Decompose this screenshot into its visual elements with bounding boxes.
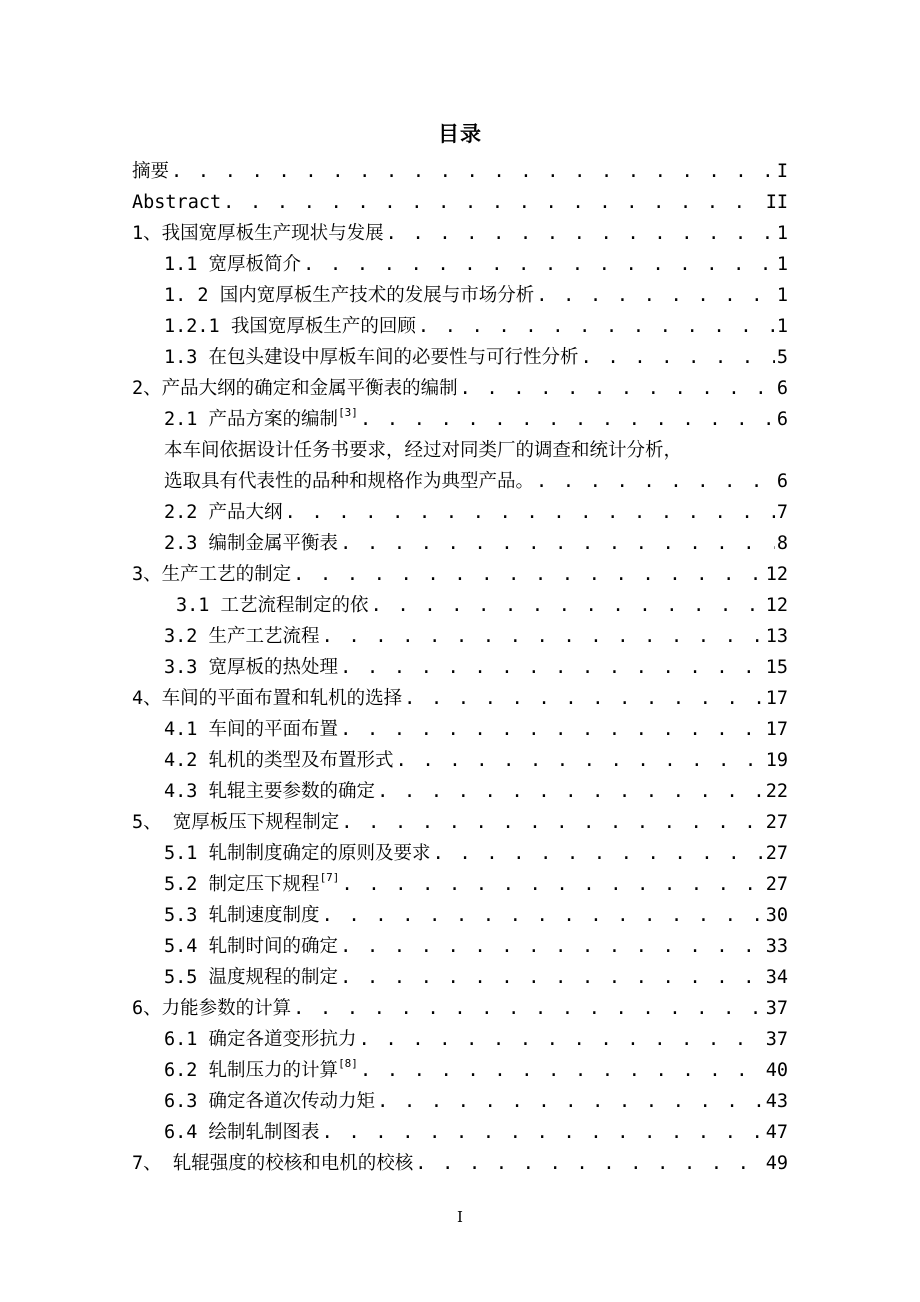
toc-entry-label bbox=[164, 714, 338, 745]
toc-entry-label-text: 1. 2 国内宽厚板生产技术的发展与市场分析 bbox=[164, 285, 535, 306]
toc-entry-label-text: 6.2 轧制压力的计算 bbox=[164, 1060, 339, 1081]
toc-entry-label bbox=[132, 187, 221, 218]
toc-entry-page: 27 bbox=[765, 812, 788, 833]
toc-entry-label bbox=[164, 435, 682, 466]
toc-entry[interactable] bbox=[132, 559, 788, 590]
toc-entry[interactable] bbox=[132, 1086, 788, 1117]
toc-leader-dots bbox=[322, 621, 764, 652]
toc-entry-label-text: 1.1 宽厚板简介 bbox=[164, 254, 302, 275]
toc-entry-page: 17 bbox=[765, 719, 788, 740]
citation-marker: [3] bbox=[338, 406, 358, 419]
toc-entry[interactable] bbox=[132, 342, 788, 373]
toc-entry-page: 43 bbox=[765, 1091, 788, 1112]
toc-entry[interactable] bbox=[132, 187, 788, 218]
toc-entry-page: 30 bbox=[765, 905, 788, 926]
toc-entry-page: 6 bbox=[776, 471, 788, 492]
toc-entry[interactable] bbox=[132, 714, 788, 745]
toc-entry[interactable] bbox=[132, 590, 788, 621]
toc-entry-page: 37 bbox=[765, 998, 788, 1019]
toc-leader-dots bbox=[360, 404, 775, 435]
toc-entry[interactable] bbox=[132, 621, 788, 652]
toc-entry[interactable] bbox=[132, 931, 788, 962]
toc-entry-label bbox=[164, 838, 431, 869]
toc-entry[interactable] bbox=[132, 497, 788, 528]
toc-entry-label bbox=[164, 1024, 357, 1055]
toc-entry-label bbox=[164, 1055, 358, 1086]
toc-entry[interactable] bbox=[132, 776, 788, 807]
toc-entry-label-text: 5.2 制定压下规程 bbox=[164, 874, 320, 895]
toc-entry[interactable] bbox=[132, 435, 788, 466]
toc-leader-dots bbox=[418, 311, 775, 342]
toc-leader-dots bbox=[322, 1117, 764, 1148]
toc-leader-dots bbox=[223, 187, 764, 218]
toc-leader-dots bbox=[386, 218, 775, 249]
toc-entry-page: 6 bbox=[776, 378, 788, 399]
toc-leader-dots bbox=[359, 1024, 764, 1055]
toc-entry[interactable] bbox=[132, 1055, 788, 1086]
toc-leader-dots bbox=[377, 1086, 764, 1117]
toc-entry-page: 12 bbox=[765, 595, 788, 616]
toc-entry[interactable] bbox=[132, 528, 788, 559]
toc-entry-label-text: 1、我国宽厚板生产现状与发展 bbox=[132, 223, 384, 244]
toc-entry-page: 19 bbox=[765, 750, 788, 771]
toc-leader-dots bbox=[341, 807, 763, 838]
toc-leader-dots bbox=[360, 1055, 764, 1086]
toc-entry-label bbox=[164, 776, 375, 807]
toc-entry-page: 12 bbox=[765, 564, 788, 585]
toc-entry-label-text: 2.3 编制金属平衡表 bbox=[164, 533, 339, 554]
toc-entry-label-text: 摘要 bbox=[132, 161, 170, 182]
toc-entry-label-text: 3、生产工艺的制定 bbox=[132, 564, 292, 585]
toc-entry-label bbox=[176, 590, 369, 621]
toc-entry[interactable] bbox=[132, 652, 788, 683]
toc-entry-label-text: 6.1 确定各道变形抗力 bbox=[164, 1029, 357, 1050]
toc-entry-label bbox=[164, 652, 338, 683]
citation-marker: [8] bbox=[338, 1057, 358, 1070]
toc-entry-page: 13 bbox=[765, 626, 788, 647]
toc-entry-label bbox=[164, 869, 339, 900]
toc-entry[interactable] bbox=[132, 373, 788, 404]
toc-entry-page: 5 bbox=[776, 347, 788, 368]
toc-entry-label bbox=[132, 683, 402, 714]
toc-entry-page: I bbox=[776, 161, 788, 182]
toc-entry-label bbox=[132, 156, 169, 187]
citation-marker: [7] bbox=[319, 871, 340, 884]
toc-entry-label-text: 5.4 轧制时间的确定 bbox=[164, 936, 339, 957]
toc-entry-label-text: 6.4 绘制轧制图表 bbox=[164, 1122, 320, 1143]
toc-leader-dots bbox=[536, 466, 775, 497]
toc-entry-page: 37 bbox=[765, 1029, 788, 1050]
toc-entry[interactable] bbox=[132, 218, 788, 249]
toc-entry[interactable] bbox=[132, 466, 788, 497]
toc-leader-dots bbox=[285, 497, 775, 528]
toc-entry-label-text: 4.3 轧辊主要参数的确定 bbox=[164, 781, 376, 802]
toc-entry-label-text: 本车间依据设计任务书要求，经过对同类厂的调查和统计分析， bbox=[164, 440, 683, 461]
toc-entry-label-text: 4、车间的平面布置和轧机的选择 bbox=[132, 688, 403, 709]
toc-entry-label bbox=[164, 249, 301, 280]
toc-entry-label-text: 6.3 确定各道次传动力矩 bbox=[164, 1091, 376, 1112]
toc-entry-label bbox=[164, 1117, 320, 1148]
toc-entry-page: 6 bbox=[776, 409, 788, 430]
toc-entry-page: 1 bbox=[776, 285, 788, 306]
toc-entry-page: 27 bbox=[765, 874, 788, 895]
toc-leader-dots bbox=[460, 373, 775, 404]
toc-leader-dots bbox=[371, 590, 764, 621]
toc-entry-label-text: 2、产品大纲的确定和金属平衡表的编制 bbox=[132, 378, 458, 399]
toc-entry-page: 33 bbox=[765, 936, 788, 957]
toc-entry-label-text: 1.3 在包头建设中厚板车间的必要性与可行性分析 bbox=[164, 347, 579, 368]
toc-leader-dots bbox=[340, 931, 764, 962]
toc-leader-dots bbox=[341, 869, 763, 900]
toc-entry-page: 27 bbox=[765, 843, 788, 864]
toc-entry[interactable] bbox=[132, 1024, 788, 1055]
toc-entry-page: 1 bbox=[776, 223, 788, 244]
toc-entry-label-text: Abstract bbox=[132, 192, 222, 213]
toc-entry-page: 47 bbox=[765, 1122, 788, 1143]
toc-leader-dots bbox=[340, 528, 775, 559]
toc-leader-dots bbox=[171, 156, 775, 187]
toc-leader-dots bbox=[377, 776, 764, 807]
toc-entry-label bbox=[164, 931, 338, 962]
toc-entry-page: 34 bbox=[765, 967, 788, 988]
toc-leader-dots bbox=[293, 559, 764, 590]
toc-entry-label bbox=[164, 962, 338, 993]
toc-leader-dots bbox=[340, 714, 764, 745]
toc-entry-label bbox=[164, 528, 338, 559]
toc-entry-page: 49 bbox=[765, 1153, 788, 1174]
toc-entry[interactable] bbox=[132, 1117, 788, 1148]
toc-entry-label bbox=[164, 404, 358, 435]
toc-entry[interactable] bbox=[132, 280, 788, 311]
toc-entry-label bbox=[164, 466, 534, 497]
toc-leader-dots bbox=[340, 962, 764, 993]
toc-entry-label bbox=[164, 1086, 375, 1117]
toc-entry-label bbox=[132, 373, 458, 404]
toc-entry-label-text: 5.3 轧制速度制度 bbox=[164, 905, 320, 926]
toc-entry[interactable] bbox=[132, 807, 788, 838]
toc-entry[interactable] bbox=[132, 869, 788, 900]
toc-entry-page: 1 bbox=[776, 316, 788, 337]
toc-entry-label-text: 7、 轧辊强度的校核和电机的校核 bbox=[132, 1153, 414, 1174]
toc-entry[interactable] bbox=[132, 838, 788, 869]
toc-entry[interactable] bbox=[132, 900, 788, 931]
toc-entry-label-text: 4.1 车间的平面布置 bbox=[164, 719, 339, 740]
toc-entry-label-text: 4.2 轧机的类型及布置形式 bbox=[164, 750, 394, 771]
toc-entry[interactable] bbox=[132, 249, 788, 280]
toc-entry-label bbox=[132, 993, 291, 1024]
toc-entry-label bbox=[164, 280, 534, 311]
toc-leader-dots bbox=[581, 342, 775, 373]
toc-entry[interactable] bbox=[132, 993, 788, 1024]
toc-entry-label-text: 选取具有代表性的品种和规格作为典型产品。 bbox=[164, 471, 535, 492]
toc-entry-page: 40 bbox=[765, 1060, 788, 1081]
toc-entry-page: 22 bbox=[765, 781, 788, 802]
toc-entry-label-text: 1.2.1 我国宽厚板生产的回顾 bbox=[164, 316, 416, 337]
toc-entry[interactable] bbox=[132, 962, 788, 993]
toc-entry[interactable] bbox=[132, 404, 788, 435]
toc-entry-page: 15 bbox=[765, 657, 788, 678]
toc-entry-label-text: 3.3 宽厚板的热处理 bbox=[164, 657, 339, 678]
toc-entry-page: 17 bbox=[765, 688, 788, 709]
toc-entry-label-text: 5.5 温度规程的制定 bbox=[164, 967, 339, 988]
toc-entry[interactable] bbox=[132, 745, 788, 776]
table-of-contents bbox=[132, 156, 788, 1179]
toc-entry-page: 8 bbox=[776, 533, 788, 554]
toc-entry-label-text: 2.1 产品方案的编制 bbox=[164, 409, 339, 430]
toc-entry-label-text: 5.1 轧制制度确定的原则及要求 bbox=[164, 843, 431, 864]
toc-leader-dots bbox=[340, 652, 764, 683]
toc-entry-label bbox=[164, 621, 320, 652]
toc-entry-label bbox=[164, 342, 579, 373]
toc-leader-dots bbox=[433, 838, 764, 869]
toc-entry-label bbox=[164, 311, 416, 342]
toc-entry-label bbox=[164, 745, 394, 776]
toc-entry-label-text: 5、 宽厚板压下规程制定 bbox=[132, 812, 340, 833]
toc-entry[interactable] bbox=[132, 683, 788, 714]
toc-entry-label-text: 3.2 生产工艺流程 bbox=[164, 626, 320, 647]
toc-leader-dots bbox=[293, 993, 764, 1024]
page-footer-number: I bbox=[457, 1208, 463, 1226]
toc-entry-label bbox=[132, 218, 384, 249]
toc-entry[interactable] bbox=[132, 156, 788, 187]
toc-entry-label-text: 2.2 产品大纲 bbox=[164, 502, 283, 523]
toc-leader-dots bbox=[536, 280, 775, 311]
toc-entry-label-text: 6、力能参数的计算 bbox=[132, 998, 292, 1019]
toc-entry-label bbox=[132, 1148, 413, 1179]
toc-leader-dots bbox=[404, 683, 764, 714]
toc-title: 目录 bbox=[438, 122, 482, 146]
toc-entry-label bbox=[132, 559, 291, 590]
toc-entry-label-text: 3.1 工艺流程制定的依 bbox=[176, 595, 369, 616]
toc-entry-page: 7 bbox=[776, 502, 788, 523]
toc-leader-dots bbox=[415, 1148, 763, 1179]
toc-leader-dots bbox=[396, 745, 764, 776]
toc-entry-label bbox=[164, 497, 283, 528]
toc-entry-page: II bbox=[765, 192, 788, 213]
toc-entry-page: 1 bbox=[776, 254, 788, 275]
toc-entry-label bbox=[132, 807, 339, 838]
toc-entry[interactable] bbox=[132, 311, 788, 342]
toc-leader-dots bbox=[322, 900, 764, 931]
toc-leader-dots bbox=[303, 249, 775, 280]
toc-entry-label bbox=[164, 900, 320, 931]
toc-entry[interactable] bbox=[132, 1148, 788, 1179]
